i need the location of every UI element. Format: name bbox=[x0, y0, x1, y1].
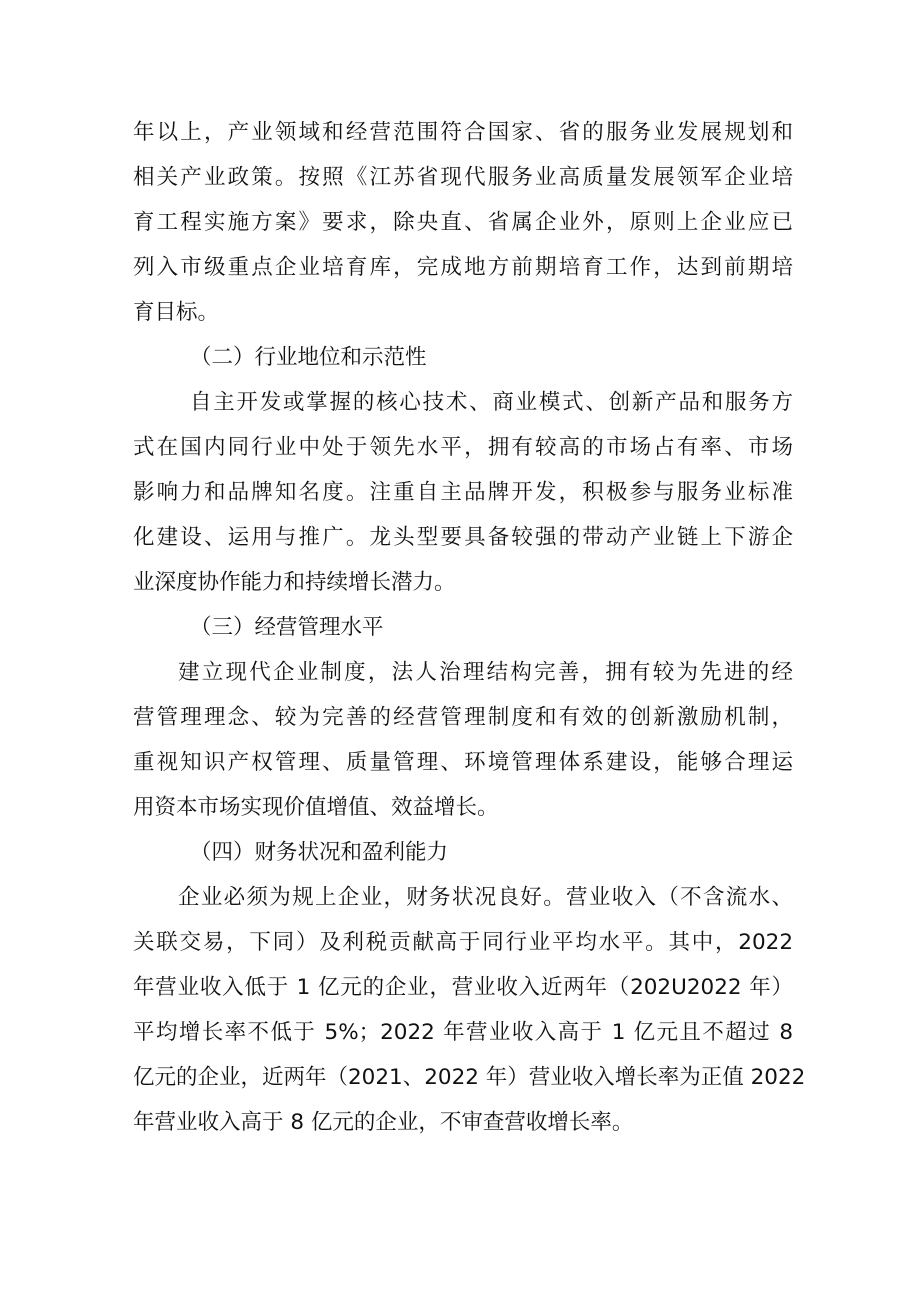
section-heading-2: （二）行业地位和示范性 bbox=[190, 345, 427, 370]
section-heading-3: （三）经营管理水平 bbox=[190, 615, 384, 640]
paragraph-4-line-4: 平均增长率不低于 5%；2022 年营业收入高于 1 亿元且不超过 8 bbox=[133, 1020, 793, 1045]
paragraph-3-line-3: 重视知识产权管理、质量管理、环境管理体系建设，能够合理运 bbox=[133, 750, 793, 775]
section-heading-4: （四）财务状况和盈利能力 bbox=[190, 840, 449, 865]
paragraph-1-line-3: 育工程实施方案》要求，除央直、省属企业外，原则上企业应已 bbox=[133, 210, 793, 235]
paragraph-1-line-2: 相关产业政策。按照《江苏省现代服务业高质量发展领军企业培 bbox=[133, 165, 793, 190]
paragraph-2-line-4: 化建设、运用与推广。龙头型要具备较强的带动产业链上下游企 bbox=[133, 525, 793, 550]
paragraph-1-line-5: 育目标。 bbox=[133, 300, 220, 325]
paragraph-3-line-1: 建立现代企业制度，法人治理结构完善，拥有较为先进的经 bbox=[178, 660, 793, 685]
paragraph-3-line-4: 用资本市场实现价值增值、效益增长。 bbox=[133, 795, 499, 820]
paragraph-2-line-5: 业深度协作能力和持续增长潜力。 bbox=[133, 570, 456, 595]
paragraph-2-line-3: 影响力和品牌知名度。注重自主品牌开发，积极参与服务业标准 bbox=[133, 480, 793, 505]
paragraph-2-line-1: 自主开发或掌握的核心技术、商业模式、创新产品和服务方 bbox=[190, 390, 793, 415]
paragraph-4-line-1: 企业必须为规上企业，财务状况良好。营业收入（不含流水、 bbox=[178, 885, 793, 910]
paragraph-4-line-3: 年营业收入低于 1 亿元的企业，营业收入近两年（202U2022 年） bbox=[133, 975, 793, 1000]
paragraph-4-line-2: 关联交易，下同）及利税贡献高于同行业平均水平。其中，2022 bbox=[133, 930, 793, 955]
paragraph-2-line-2: 式在国内同行业中处于领先水平，拥有较高的市场占有率、市场 bbox=[133, 435, 793, 460]
paragraph-4-line-6: 年营业收入高于 8 亿元的企业，不审查营收增长率。 bbox=[133, 1110, 634, 1135]
paragraph-1-line-1: 年以上，产业领域和经营范围符合国家、省的服务业发展规划和 bbox=[133, 120, 793, 145]
paragraph-1-line-4: 列入市级重点企业培育库，完成地方前期培育工作，达到前期培 bbox=[133, 255, 793, 280]
paragraph-4-line-5: 亿元的企业，近两年（2021、2022 年）营业收入增长率为正值 2022 bbox=[133, 1065, 806, 1090]
paragraph-3-line-2: 营管理理念、较为完善的经营管理制度和有效的创新激励机制， bbox=[133, 705, 793, 730]
